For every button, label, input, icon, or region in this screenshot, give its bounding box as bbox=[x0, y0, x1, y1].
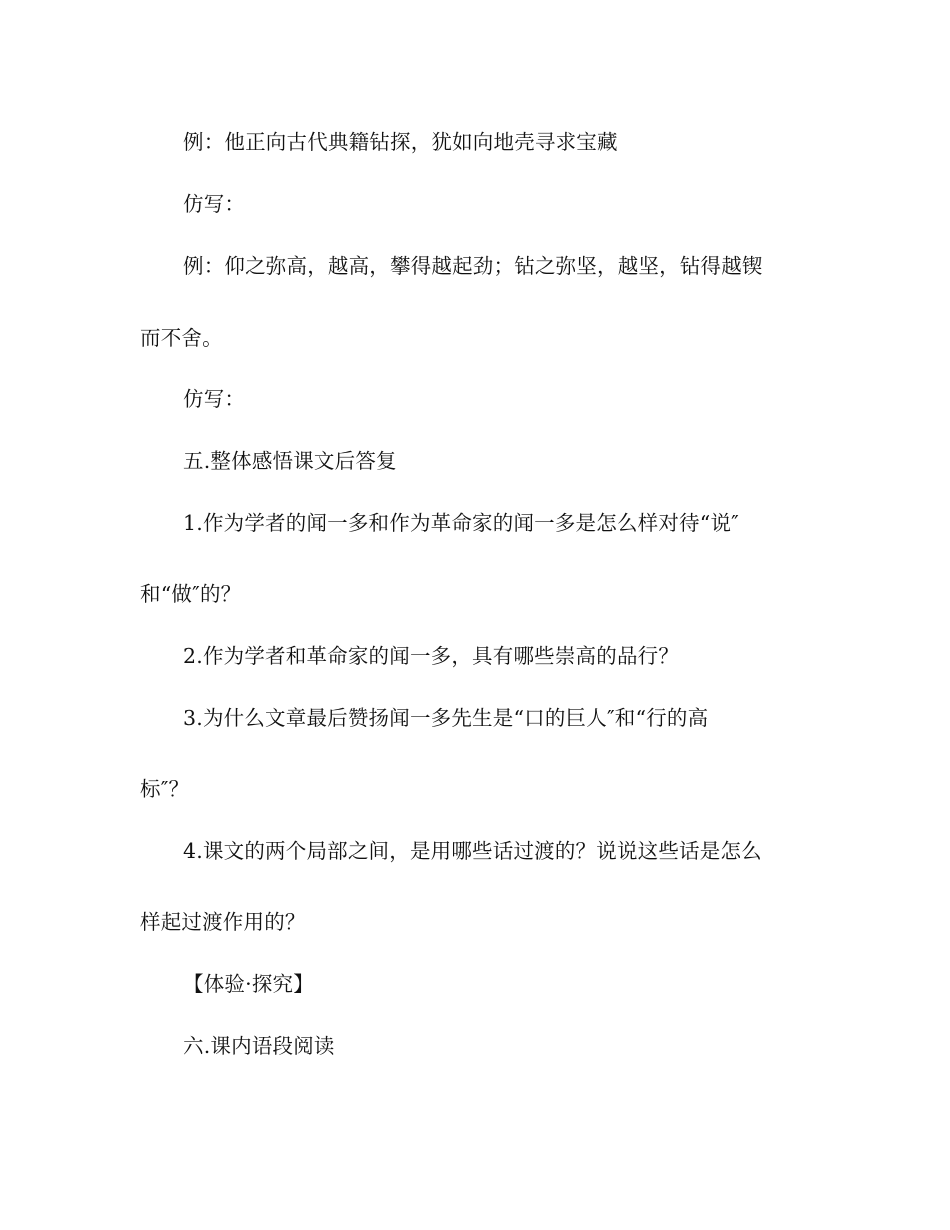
question-4-continuation: 样起过渡作用的？ bbox=[140, 910, 306, 934]
example-sentence-2: 例：仰之弥高，越高，攀得越起劲；钻之弥坚，越坚，钻得越锲 bbox=[183, 254, 763, 278]
imitation-prompt-1: 仿写： bbox=[183, 192, 246, 216]
question-3-continuation: 标″？ bbox=[140, 777, 190, 801]
section-heading-5: 五.整体感悟课文后答复 bbox=[183, 449, 397, 473]
question-4: 4.课文的两个局部之间，是用哪些话过渡的？说说这些话是怎么 bbox=[183, 839, 762, 863]
example-sentence-1: 例：他正向古代典籍钻探，犹如向地壳寻求宝藏 bbox=[183, 130, 618, 154]
example-sentence-2-continuation: 而不舍。 bbox=[140, 326, 223, 350]
question-1: 1.作为学者的闻一多和作为革命家的闻一多是怎么样对待“说″ bbox=[183, 511, 739, 535]
question-3: 3.为什么文章最后赞扬闻一多先生是“口的巨人″和“行的高 bbox=[183, 706, 709, 730]
section-heading-6: 六.课内语段阅读 bbox=[183, 1034, 335, 1058]
imitation-prompt-2: 仿写： bbox=[183, 387, 246, 411]
question-1-continuation: 和“做″的？ bbox=[140, 582, 242, 606]
question-2: 2.作为学者和革命家的闻一多，具有哪些崇高的品行？ bbox=[183, 644, 680, 668]
section-label-experience: 【体验·探究】 bbox=[183, 972, 314, 996]
